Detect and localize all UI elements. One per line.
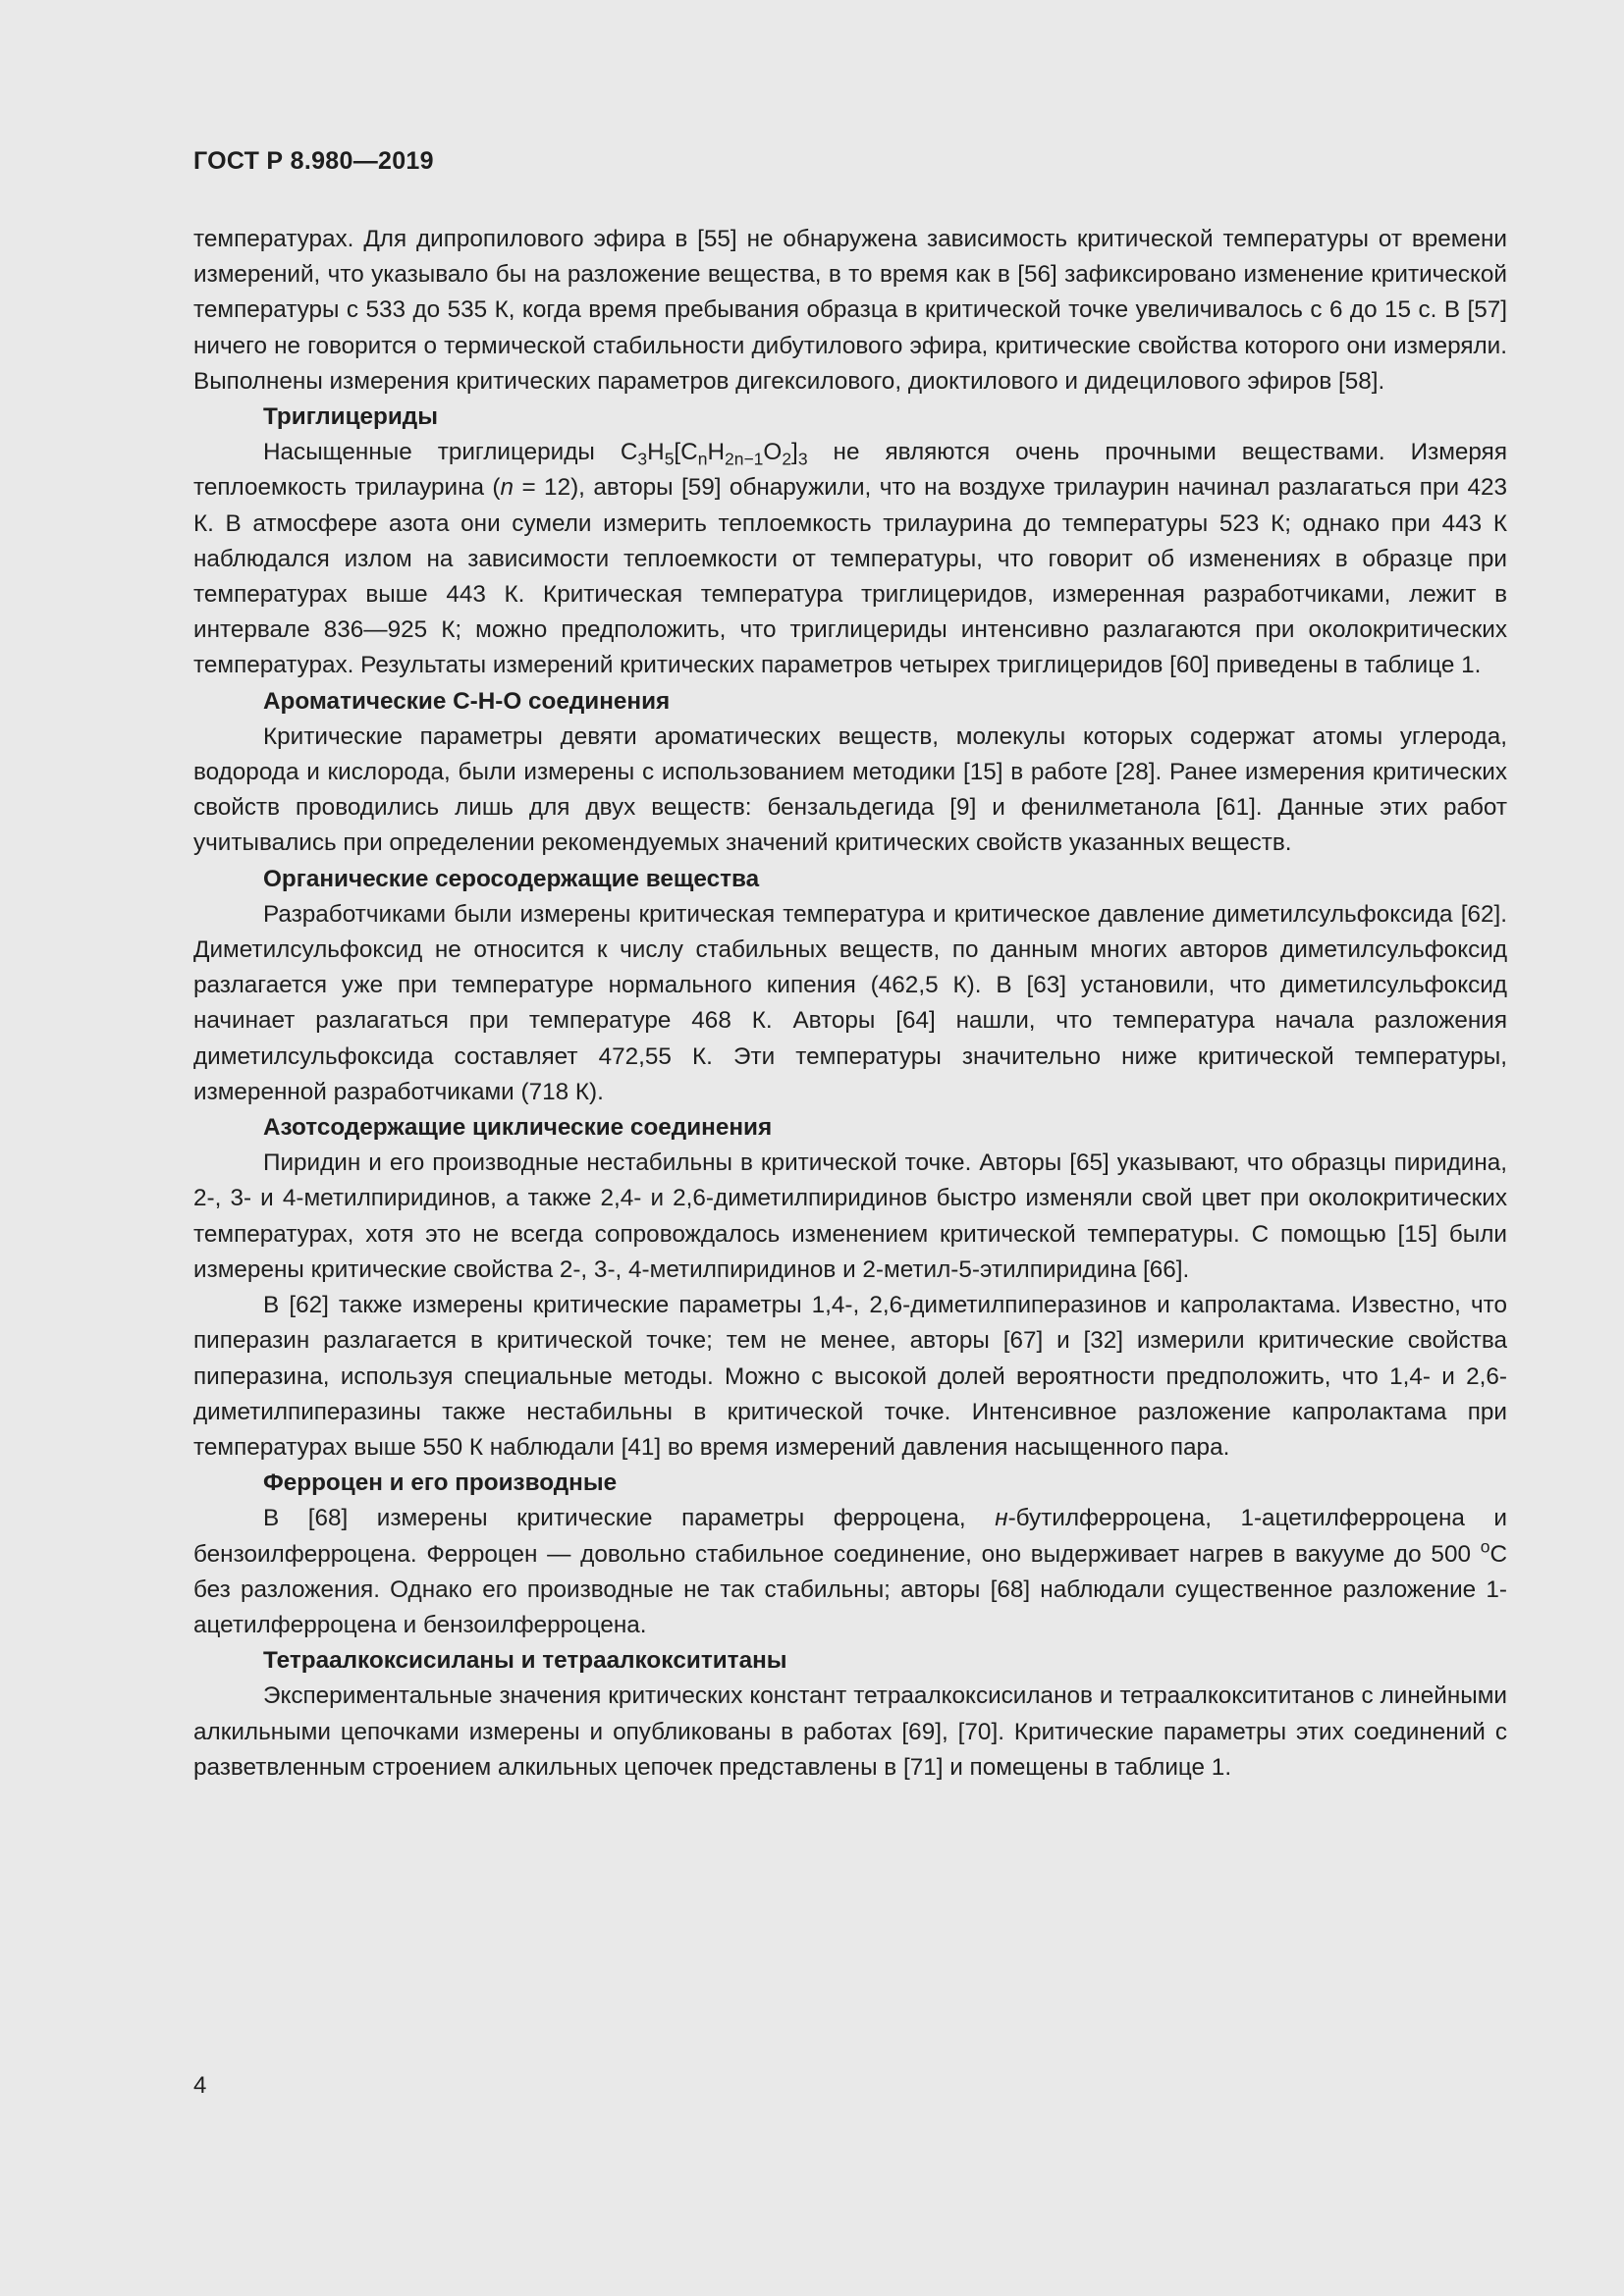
section-heading: Ферроцен и его производные [263, 1469, 618, 1497]
paragraph: В [68] измерены критические параметры ферроцена, н-бутилферроцена, 1-ацетилферроцена и бензоилферроцена. Ферроцен — довольно стабильное соединение, оно выдерживает нагрев в вакууме до 500 $^о$С без разложения. Однако его производные не так стабильны; авторы [68] наблюдали существенное разложение 1-ацетилферроцена и бензоилферроцена. [193, 1505, 1508, 1638]
section-heading: Органические серосодержащие вещества [263, 865, 760, 892]
page-number: 4 [193, 2072, 207, 2099]
paragraph: температурах. Для дипропилового эфира в [55] не обнаружена зависимость критической температуры от времени измерений, что указывало бы на разложение вещества, в то время как в [56] зафиксировано изменение критической температуры с 533 до 535 К, когда время пребывания образца в критической точке увеличивалось с 6 до 15 с. В [57] ничего не говорится о термической стабильности дибутилового эфира, критические свойства которого они измеряли. Выполнены измерения критических параметров дигексилового, диоктилового и дидецилового эфиров [58]. [193, 226, 1507, 395]
section-heading: Тетраалкоксисиланы и тетраалкокcититаны [263, 1647, 787, 1675]
paragraph: Критические параметры девяти ароматических веществ, молекулы которых содержат атомы углерода, водорода и кислорода, были измерены с использованием методики [15] в работе [28]. Ранее измерения критических свойств проводились лишь для двух веществ: бензальдегида [9] и фенилметанола [61]. Данные этих работ учитывались при определении рекомендуемых значений критических свойств указанных веществ. [193, 722, 1507, 857]
section-heading: Триглицериды [263, 403, 438, 431]
paragraph: Разработчиками были измерены критическая температура и критическое давление диметилсульфоксида [62]. Диметилсульфоксид не относится к числу стабильных веществ, по данным многих авторов диметилсульфоксид разлагается уже при температуре нормального кипения (462,5 К). В [63] установили, что диметилсульфоксид начинает разлагаться при температуре 468 К. Авторы [64] нашли, что температура начала разложения диметилсульфоксида составляет 472,55 К. Эти температуры значительно ниже критической температуры, измеренной разработчиками (718 К). [193, 900, 1507, 1105]
paragraph: Насыщенные триглицериды $C_3H_5[C_nH_{2n-1}O_2]_3$ не являются очень прочными веществами. Измеряя теплоемкость трилаурина (n = 12), авторы [59] обнаружили, что на воздухе трилаурин начинал разлагаться при 423 К. В атмосфере азота они сумели измерить теплоемкость трилаурина до температуры 523 К; однако при 443 К наблюдался излом на зависимости теплоемкости от температуры, что говорит об изменениях в образце при температурах выше 443 К. Критическая температура триглицеридов, измеренная разработчиками, лежит в интервале 836—925 К; можно предположить, что триглицериды интенсивно разлагаются при околокритических температурах. Результаты измерений критических параметров четырех триглицеридов [60] приведены в таблице 1. [193, 439, 1507, 679]
document-header: ГОСТ Р 8.980—2019 [193, 147, 434, 175]
paragraph: В [62] также измерены критические параметры 1,4-, 2,6-диметилпиперазинов и капролактама. Известно, что пиперазин разлагается в критической точке; тем не менее, авторы [67] и [32] измерили критические свойства пиперазина, используя специальные методы. Можно с высокой долей вероятности предположить, что 1,4- и 2,6-диметилпиперазины также нестабильны в критической точке. Интенсивное разложение капролактама при температурах выше 550 К наблюдали [41] во время измерений давления насыщенного пара. [193, 1292, 1507, 1461]
document-body [193, 222, 1507, 1786]
section-heading: Азотсодержащие циклические соединения [263, 1114, 773, 1142]
paragraph: Экспериментальные значения критических констант тетраалкоксисиланов и тетраалкокcититанов с линейными алкильными цепочками измерены и опубликованы в работах [69], [70]. Критические параметры этих соединений с разветвленным строением алкильных цепочек представлены в [71] и помещены в таблице 1. [193, 1682, 1507, 1781]
section-heading: Ароматические С-Н-О соединения [263, 687, 671, 715]
paragraph: Пиридин и его производные нестабильны в критической точке. Авторы [65] указывают, что образцы пиридина, 2-, 3- и 4-метилпиридинов, а также 2,4- и 2,6-диметилпиридинов быстро изменяли свой цвет при околокритических температурах, хотя это не всегда сопровождалось изменением критической температуры. С помощью [15] были измерены критические свойства 2-, 3-, 4-метилпиридинов и 2-метил-5-этилпиридина [66]. [193, 1149, 1507, 1283]
